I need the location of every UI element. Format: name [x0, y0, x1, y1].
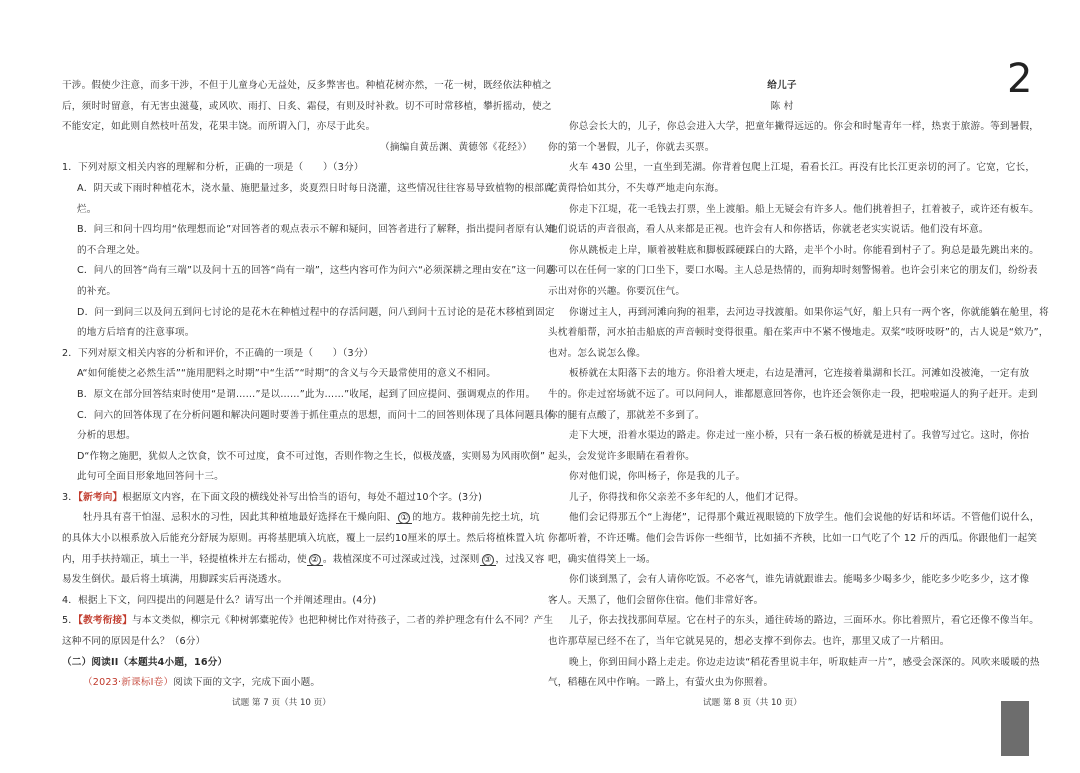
article-line: 牛的。你走过窑场就不远了。可以问问人，谁都愿意回答你，也许还会领你走一段，把啦啦逼人的狗子赶开。走到	[548, 388, 1038, 400]
question-3-passage-line-3: 内，用手扶持端正，填土一半，轻提植株并左右摇动，使 ② 。栽植深度不可过深或过浅，过深则 ③ ，过浅又容	[62, 553, 545, 565]
question-3-passage-line-2: 的具体大小以根系放入后能充分舒展为原则。再将基肥填入坑底，覆上一层约10厘米的厚土。然后将植株置入坑	[62, 533, 545, 545]
text-line: 的地方后培育的注意事项。	[77, 327, 195, 339]
article-line: 你们谈到黑了，会有人请你吃饭。不必客气，谁先请就跟谁去。能喝多少喝多少，能吃多少吃多少，这才像	[569, 574, 1030, 586]
text-line: D．问一到问三以及问五到问七讨论的是花木在种植过程中的存活问题，问八到问十五讨论的是花木移植到固定	[77, 306, 555, 318]
article-line: 也对。怎么说怎么像。	[548, 347, 646, 359]
text-line: D“作物之施肥，犹似人之饮食，饮不可过度，食不可过饱，否则作物之生长，似极茂盛，实则易为风雨吹倒”	[77, 450, 546, 462]
blank-1: ①	[396, 512, 412, 524]
left-page-column	[62, 76, 556, 694]
question-3: 3．【新考向】根据原文内容，在下面文段的横线处补写出恰当的语句，每处不超过10个字。(3分)	[62, 491, 483, 503]
right-page-column	[548, 76, 1049, 694]
article-line: 你都听着，不许还嘴。他们会告诉你一些细节，比如插不齐秧，比如一口气吃了个 12 斤的西瓜。你跟他们一起笑	[548, 533, 1038, 545]
article-line: 也许那草屋已经不在了，当年它就晃晃的，想必支撑不到你去。也许，那里又成了一片稻田。	[548, 636, 950, 648]
article-line: 儿子，你去找找那间草屋。它在村子的东头，通往砖场的路边，三面环水。你比着照片，看它还像不像当年。	[569, 615, 1040, 627]
text-line: 干涉。假使少注意，而多干涉，不但于儿童身心无益处，反多弊害也。种植花树亦然，一花一树，既经依法种植之	[62, 80, 552, 91]
article-line: 他们会记得那五个“上海佬”，记得那个戴近视眼镜的下放学生。他们会说他的好话和坏话。不管他们说什么，	[569, 512, 1040, 524]
text-line: C．问六的回答体现了在分析问题和解决问题时要善于抓住重点的思想，而问十二的回答则体现了具体问题具体	[77, 409, 554, 421]
text-line: 的不合理之处。	[77, 244, 146, 256]
gray-tab-marker	[1001, 701, 1029, 756]
article-line: 走下大埂，沿着水渠边的路走。你走过一座小桥，只有一条石板的桥就是进村了。我曾写过它。这时，你抬	[569, 430, 1030, 442]
text-line: 后，须时时留意，有无害虫滋蔓，或风吹、雨打、日炙、霜侵，有则及时补救。切不可时常移植，攀折摇动，使之	[62, 100, 552, 112]
new-direction-tag: 【新考向】	[78, 491, 123, 503]
text-line: B．问三和问十四均用“依理想而论”对回答者的观点表示不解和疑问，回答者进行了解释，指出提问者原有认知	[77, 224, 555, 236]
article-line: 示出对你的兴趣。你要沉住气。	[548, 285, 686, 297]
source-line: （2023·新课标I卷）阅读下面的文字，完成下面小题。	[83, 677, 321, 689]
text-line: A“如何能使之必然生活”“施用肥料之时期”中“生活”“时期”的含义与今天最常使用的意义不相同。	[77, 368, 497, 380]
article-line: 晚上，你到田间小路上走走。你边走边读“稻花香里说丰年，听取蛙声一片”，感受会深深的。风吹来暖暖的热	[569, 656, 1040, 668]
question-3-passage-line-1: 牡丹具有喜干怕湿、忌积水的习性，因此其种植地最好选择在干燥向阳、 ① 的地方。栽种前先挖土坑，坑	[83, 512, 540, 524]
text-line: B．原文在部分回答结束时使用“是谓……”是以……”此为……”收尾，起到了回应提问、强调观点的作用。	[77, 388, 536, 400]
teaching-link-tag: 【教考衔接】	[78, 615, 133, 627]
article-line: 你总会长大的，儿子，你总会进入大学，把童年撇得远远的。你会和时髦青年一样，热衷于旅游。等到暑假，	[569, 121, 1040, 133]
left-page-footer: 试题 第 7 页（共 10 页）	[232, 698, 331, 708]
article-line: 你的第一个暑假，儿子，你就去买票。	[548, 141, 715, 153]
article-line: 他们说话的声音很高，看人从来都是正视。也许会有人和你搭话，你就老老实实说话。他们没有坏意。	[548, 224, 989, 236]
question-3-passage-line-4: 易发生倒伏。最后将土填满，用脚踩实后再浇透水。	[62, 574, 288, 586]
right-text-block	[548, 117, 1049, 694]
article-line: 头枕着船帮，河水拍击船底的声音顿时变得很重。船在桨声中不紧不慢地走。双桨“吱呀吱呀”的，古人说是“欸乃”，	[548, 327, 1049, 339]
text-line: 分析的思想。	[77, 430, 136, 442]
article-line: 火车 430 公里，一直坐到芜湖。你背着包爬上江堤，看看长江。再没有比长江更亲切的河了。它宽，它长，	[569, 162, 1036, 174]
article-line: 吧，确实值得笑上一场。	[548, 553, 656, 565]
question-5-line-2: 这种不同的原因是什么？（6分）	[62, 636, 206, 648]
article-line: 你谢过主人，再到河滩向狗的祖辈，去河边寻找渡船。如果你运气好，船上只有一两个客，你就能躺在舱里，将	[569, 306, 1049, 318]
text-line: C．问八的回答“尚有三端”以及问十五的回答“尚有一端”，这些内容可作为问六“必须深耕之理由安在”这一问题	[77, 265, 556, 277]
right-page-footer: 试题 第 8 页（共 10 页）	[703, 698, 802, 708]
article-title: 给儿子	[767, 80, 797, 91]
text-line: 不能安定，如此则自然枝叶茁发，花果丰饶。而所谓入门，亦尽于此矣。	[62, 121, 376, 133]
article-line: 你走下江堤，花一毛钱去打票，坐上渡船。船上无疑会有许多人。他们挑着担子，扛着被子，或许还有板车。	[569, 203, 1040, 215]
question-4: 4．根据上下文，问四提出的问题是什么？请写出一个并阐述理由。(4分)	[62, 594, 377, 606]
question-5: 5．【教考衔接】与本文类似，柳宗元《种树郭橐驼传》也把种树比作对待孩子，二者的养护理念有什么不同？产生	[62, 615, 554, 627]
text-line: 此句可全面目形象地回答问十三。	[77, 471, 224, 483]
article-line: 儿子，你得找和你父亲差不多年纪的人，他们才记得。	[569, 491, 805, 503]
article-line: 你对他们说，你叫杨子，你是我的儿子。	[569, 471, 746, 483]
article-line: 你从跳板走上岸，顺着被鞋底和脚板踩硬踩白的大路，走半个小时。你能看到村子了。狗总是最先跳出来的。	[569, 244, 1040, 256]
text-line: （摘编自黄岳渊、黄德邻《花经》）	[380, 141, 532, 153]
blank-2: ②	[307, 554, 323, 566]
article-line: 它黄得恰如其分，不失尊严地走向东海。	[548, 182, 725, 194]
section-heading: （二）阅读II（本题共4小题，16分）	[62, 656, 228, 668]
text-line: 烂。	[77, 203, 97, 215]
page-number: 2	[1007, 56, 1033, 102]
article-line: 你的腿有点酸了，那就差不多到了。	[548, 409, 705, 421]
text-line: 1．下列对原文相关内容的理解和分析，正确的一项是（ ）（3分）	[62, 162, 364, 174]
text-line: A．阴天或下雨时种植花木，浇水量、施肥量过多，炎夏烈日时每日浇灌，这些情况往往容易导致植物的根部腐	[77, 182, 554, 194]
article-line: 客人。天黑了，他们会留你住宿。他们非常好客。	[548, 594, 764, 606]
article-line: 气，稻穗在风中作响。一路上，有萤火虫为你照着。	[548, 677, 774, 689]
text-line: 的补充。	[77, 285, 117, 297]
article-line: 起头，会发觉许多眼睛在看着你。	[548, 450, 695, 462]
article-line: 板桥就在太阳落下去的地方。你沿着大埂走，右边是漕河，它连接着巢湖和长江。河滩如没被淹，一定有放	[569, 368, 1030, 380]
left-text-block	[62, 76, 556, 488]
blank-3: ③	[480, 554, 496, 566]
article-author: 陈 村	[770, 100, 794, 112]
article-line: 你可以在任何一家的门口坐下，要口水喝。主人总是热情的，而狗却时刻警惕着。也许会引来它的朋友们，纷纷表	[548, 265, 1038, 277]
exam-source-tag: （2023·新课标I卷）	[83, 677, 174, 689]
text-line: 2．下列对原文相关内容的分析和评价，不正确的一项是（ ）（3分）	[62, 347, 374, 359]
